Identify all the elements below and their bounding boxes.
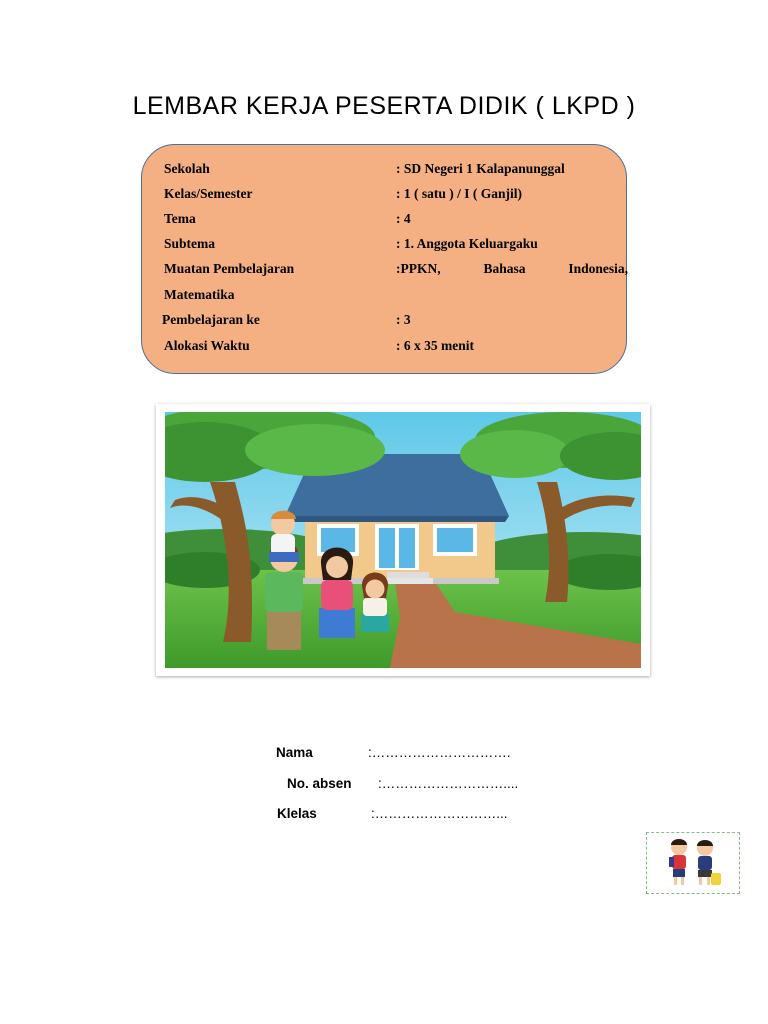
form-row-absen: [287, 776, 519, 791]
info-label-tema: Tema: [164, 211, 196, 226]
school-kids-icon: [647, 833, 739, 893]
nama-label: Nama: [276, 745, 313, 760]
absen-field[interactable]: :………………………....: [378, 776, 519, 791]
info-row-muatan: [164, 258, 628, 280]
info-label-sekolah: Sekolah: [164, 161, 210, 176]
info-row-sekolah: [164, 158, 614, 180]
info-value-muatan-continuation: Matematika: [164, 287, 235, 302]
kelas-label: Klelas: [277, 806, 317, 821]
info-label-kelas: Kelas/Semester: [164, 186, 253, 201]
info-value-alokasi: : 6 x 35 menit: [396, 338, 474, 353]
info-row-subtema: [164, 233, 614, 255]
kelas-field[interactable]: :………………………...: [371, 806, 508, 821]
illustration-frame: [156, 404, 650, 676]
info-row-tema: [164, 208, 614, 230]
school-kids-icon-box: [646, 832, 740, 894]
info-label-alokasi: Alokasi Waktu: [164, 338, 250, 353]
info-value-subtema: : 1. Anggota Keluargaku: [396, 236, 538, 251]
info-label-pembelajaran: Pembelajaran ke: [162, 312, 260, 327]
page-title: LEMBAR KERJA PESERTA DIDIK ( LKPD ): [132, 92, 636, 120]
nama-field[interactable]: :………………………….: [368, 745, 511, 760]
info-value-sekolah: : SD Negeri 1 Kalapanunggal: [396, 161, 565, 176]
muatan-part: Indonesia,: [568, 261, 628, 276]
info-value-tema: : 4: [396, 211, 411, 226]
family-house-illustration: [165, 412, 641, 668]
form-row-nama: [276, 745, 511, 760]
info-row-pembelajaran: [162, 309, 612, 331]
info-label-subtema: Subtema: [164, 236, 216, 251]
info-row-muatan-continuation: [164, 284, 614, 306]
info-row-alokasi: [164, 335, 614, 357]
info-row-kelas: [164, 183, 614, 205]
info-label-muatan: Muatan Pembelajaran: [164, 261, 295, 276]
info-value-muatan: [396, 258, 628, 280]
muatan-part: Bahasa: [483, 261, 526, 276]
info-value-kelas: : 1 ( satu ) / I ( Ganjil): [396, 186, 522, 201]
muatan-part: :PPKN,: [396, 261, 441, 276]
school-info-box: [141, 144, 627, 374]
form-row-kelas: [277, 806, 508, 821]
absen-label: No. absen: [287, 776, 352, 791]
info-value-pembelajaran: : 3: [396, 312, 411, 327]
